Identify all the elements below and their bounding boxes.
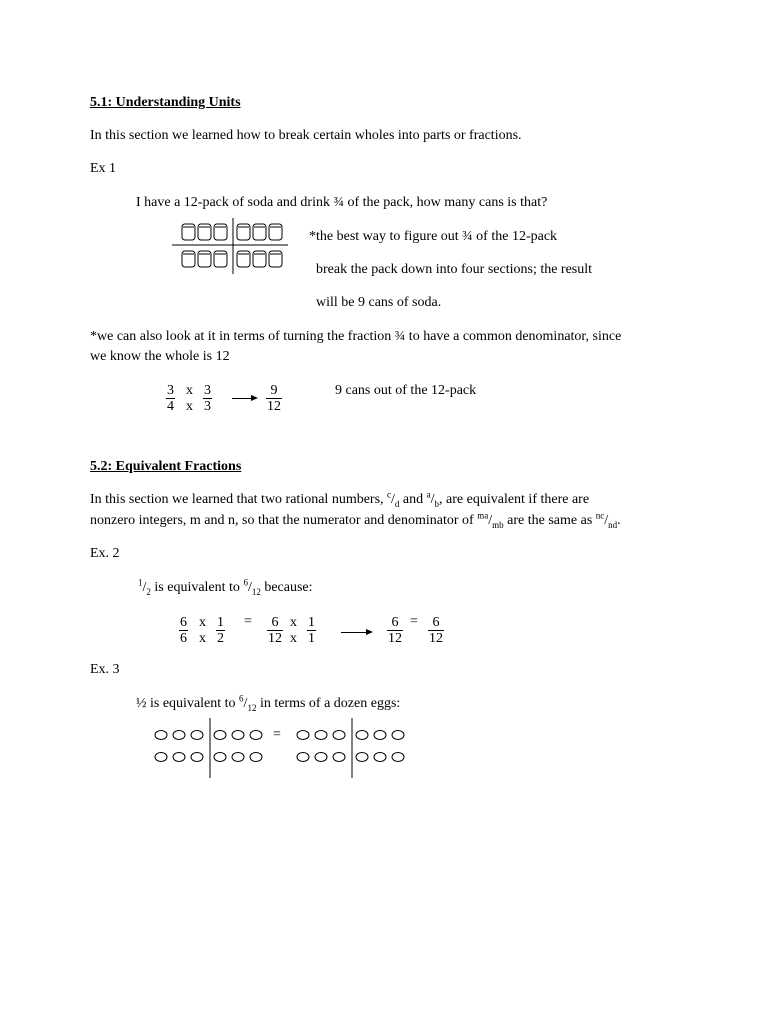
egg-icon [392,731,404,740]
egg-icon [333,731,345,740]
soda-pack-diagram [170,218,300,278]
egg-icon [191,731,203,740]
egg-icon [374,753,386,762]
example3-statement: ½ is equivalent to $^6/_{12}$ in terms of a dozen eggs: [136,693,401,713]
times-sign: x [186,383,193,398]
egg-icon [297,753,309,762]
equals-sign: = [244,614,252,629]
egg-icon [374,731,386,740]
times-sign: x [186,399,193,414]
egg-icon [214,731,226,740]
fraction-6-6: $\frac{6}{6}$ [180,615,187,646]
soda-can-icon [237,251,250,267]
section2-intro-line-2: nonzero integers, m and n, so that the numerator and denominator of $^{ma}/_{mb}$ are the same as $^{nc}/_{nd}$. [90,510,621,530]
soda-can-icon [198,224,211,240]
fraction-3-4: $\frac{3}{4}$ [167,383,174,414]
note-line-1: *the best way to figure out ¾ of the 12-pack [309,229,558,244]
soda-can-icon [198,251,211,267]
equals-sign: = [410,614,418,629]
egg-icon [232,753,244,762]
soda-can-icon [182,251,195,267]
example1-question: I have a 12-pack of soda and drink ¾ of the pack, how many cans is that? [136,195,548,210]
fraction-6-12-result: $\frac{6}{12}$ [388,615,402,646]
section1-intro: In this section we learned how to break certain wholes into parts or fractions. [90,128,522,143]
egg-icon [356,753,368,762]
times-sign: x [199,631,206,646]
arrow-icon [232,398,256,399]
egg-icon [297,731,309,740]
arrow-icon [341,632,371,633]
egg-icon [250,731,262,740]
equals-sign: = [273,727,281,742]
times-sign: x [290,615,297,630]
egg-icon [356,731,368,740]
egg-icon [392,753,404,762]
soda-can-icon [269,224,282,240]
section-heading-equivalent: 5.2: Equivalent Fractions [90,459,242,474]
egg-carton-half [152,718,267,778]
soda-can-icon [237,224,250,240]
section2-intro-line-1: In this section we learned that two rational numbers, $^c/_d$ and $^a/_b$, are equivalent if there are [90,489,590,509]
egg-icon [155,753,167,762]
soda-can-icon [253,251,266,267]
soda-can-icon [269,251,282,267]
times-sign: x [199,615,206,630]
fraction-1-2: $\frac{1}{2}$ [217,615,224,646]
fraction-3-3: $\frac{3}{3}$ [204,383,211,414]
fraction-1-1: $\frac{1}{1}$ [308,615,315,646]
egg-icon [315,731,327,740]
egg-icon [173,753,185,762]
example2-statement: $^1/_2$ is equivalent to $^6/_{12}$ because: [138,577,313,597]
egg-icon [173,731,185,740]
egg-carton-six-twelfths [294,718,409,778]
section-heading-units: 5.1: Understanding Units [90,95,241,110]
note-line-2: break the pack down into four sections; the result [316,262,593,277]
egg-icon [155,731,167,740]
example1-label: Ex 1 [90,161,117,176]
example3-label: Ex. 3 [90,662,120,677]
soda-can-icon [214,224,227,240]
egg-icon [214,753,226,762]
fraction-6-12: $\frac{6}{12}$ [268,615,282,646]
times-sign: x [290,631,297,646]
fraction-9-12: $\frac{9}{12}$ [267,383,281,414]
fraction-6-12-final: $\frac{6}{12}$ [429,615,443,646]
soda-can-icon [214,251,227,267]
egg-icon [232,731,244,740]
soda-can-icon [182,224,195,240]
egg-icon [333,753,345,762]
alt-method-line-2: we know the whole is 12 [90,349,230,364]
egg-icon [250,753,262,762]
egg-icon [191,753,203,762]
note-line-3: will be 9 cans of soda. [316,295,442,310]
alt-method-line-1: *we can also look at it in terms of turning the fraction ¾ to have a common denominator, since [90,329,622,344]
soda-can-icon [253,224,266,240]
result-text: 9 cans out of the 12-pack [335,383,477,398]
egg-icon [315,753,327,762]
example2-label: Ex. 2 [90,546,120,561]
